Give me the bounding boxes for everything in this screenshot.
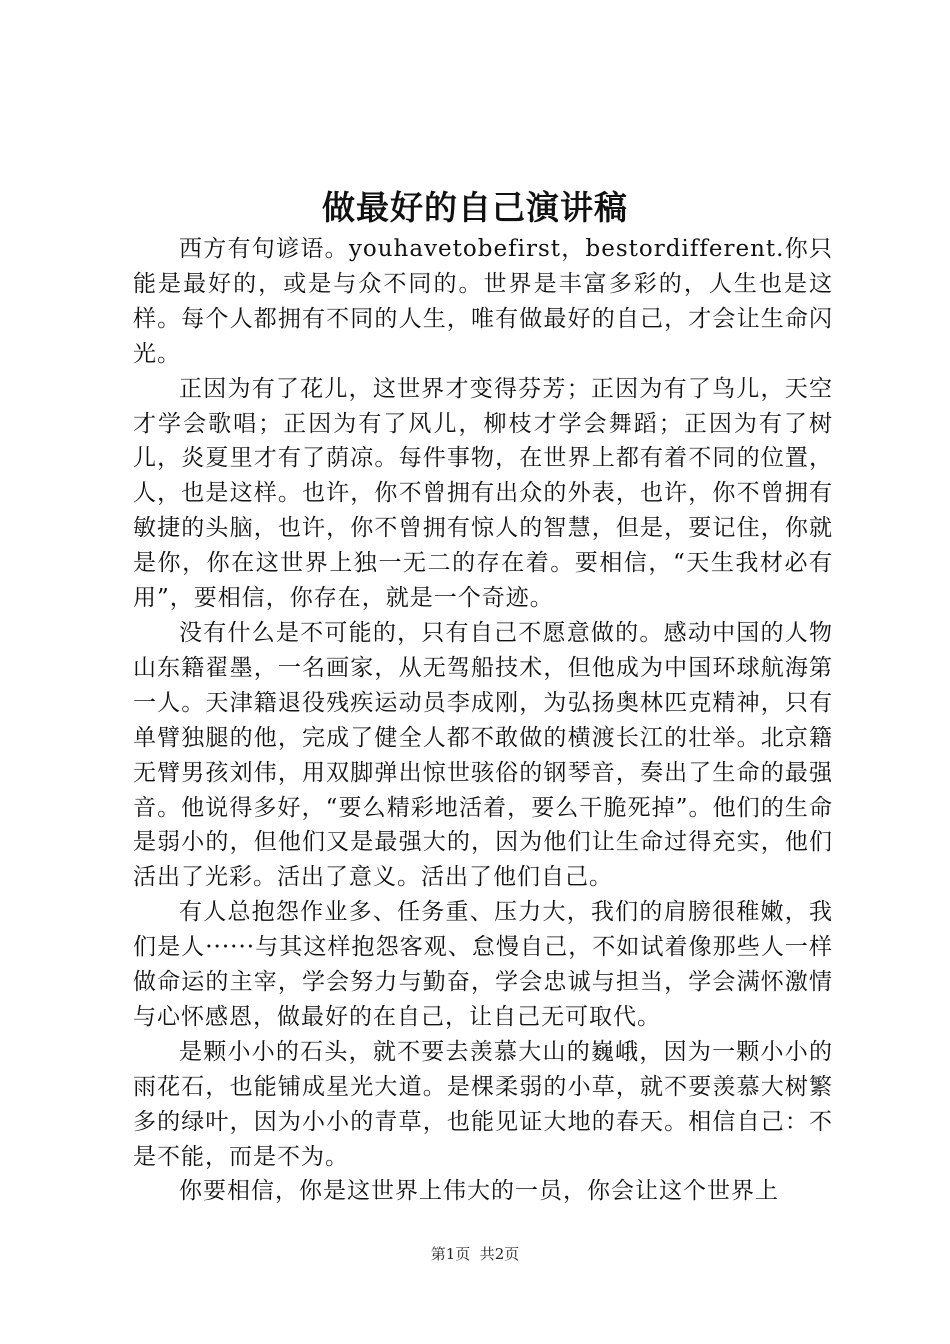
paragraph: 是颗小小的石头，就不要去羡慕大山的巍峨，因为一颗小小的雨花石，也能铺成星光大道。是棵柔弱的小草，就不要羡慕大树繁多的绿叶，因为小小的青草，也能见证大地的春天。相信自己：不是不能，而是不为。 [133,1038,833,1170]
paragraph: 没有什么是不可能的，只有自己不愿意做的。感动中国的人物山东籍翟墨，一名画家，从无驾船技术，但他成为中国环球航海第一人。天津籍退役残疾运动员李成刚，为弘扬奥林匹克精神，只有单臂独腿的他，完成了健全人都不敢做的横渡长江的壮举。北京籍无臂男孩刘伟，用双脚弹出惊世骇俗的钢琴音，奏出了生命的最强音。他说得多好，“要么精彩地活着，要么干脆死掉”。他们的生命是弱小的，但他们又是最强大的，因为他们让生命过得充实，他们活出了光彩。活出了意义。活出了他们自己。 [133,619,833,891]
paragraph: 西方有句谚语。youhavetobefirst，bestordifferent.你只能是最好的，或是与众不同的。世界是丰富多彩的，人生也是这样。每个人都拥有不同的人生，唯有做最好的自己，才会让生命闪光。 [133,236,833,367]
paragraph: 正因为有了花儿，这世界才变得芬芳；正因为有了鸟儿，天空才学会歌唱；正因为有了风儿，柳枝才学会舞蹈；正因为有了树儿，炎夏里才有了荫凉。每件事物，在世界上都有着不同的位置，人，也是这样。也许，你不曾拥有出众的外表，也许，你不曾拥有敏捷的头脑，也许，你不曾拥有惊人的智慧，但是，要记住，你就是你，你在这世界上独一无二的存在着。要相信，“天生我材必有用”，要相信，你存在，就是一个奇迹。 [133,375,833,612]
document-title: 做最好的自己演讲稿 [322,188,628,227]
document-body [133,232,833,1205]
paragraph: 你要相信，你是这世界上伟大的一员，你会让这个世界上 [179,1178,779,1205]
paragraph: 有人总抱怨作业多、任务重、压力大，我们的肩膀很稚嫩，我们是人······与其这样抱怨客观、怠慢自己，不如试着像那些人一样做命运的主宰，学会努力与勤奋，学会忠诚与担当，学会满怀激情与心怀感恩，做最好的在自己，让自己无可取代。 [133,899,833,1030]
page-number-footer: 第1页 共2页 [430,1245,520,1263]
